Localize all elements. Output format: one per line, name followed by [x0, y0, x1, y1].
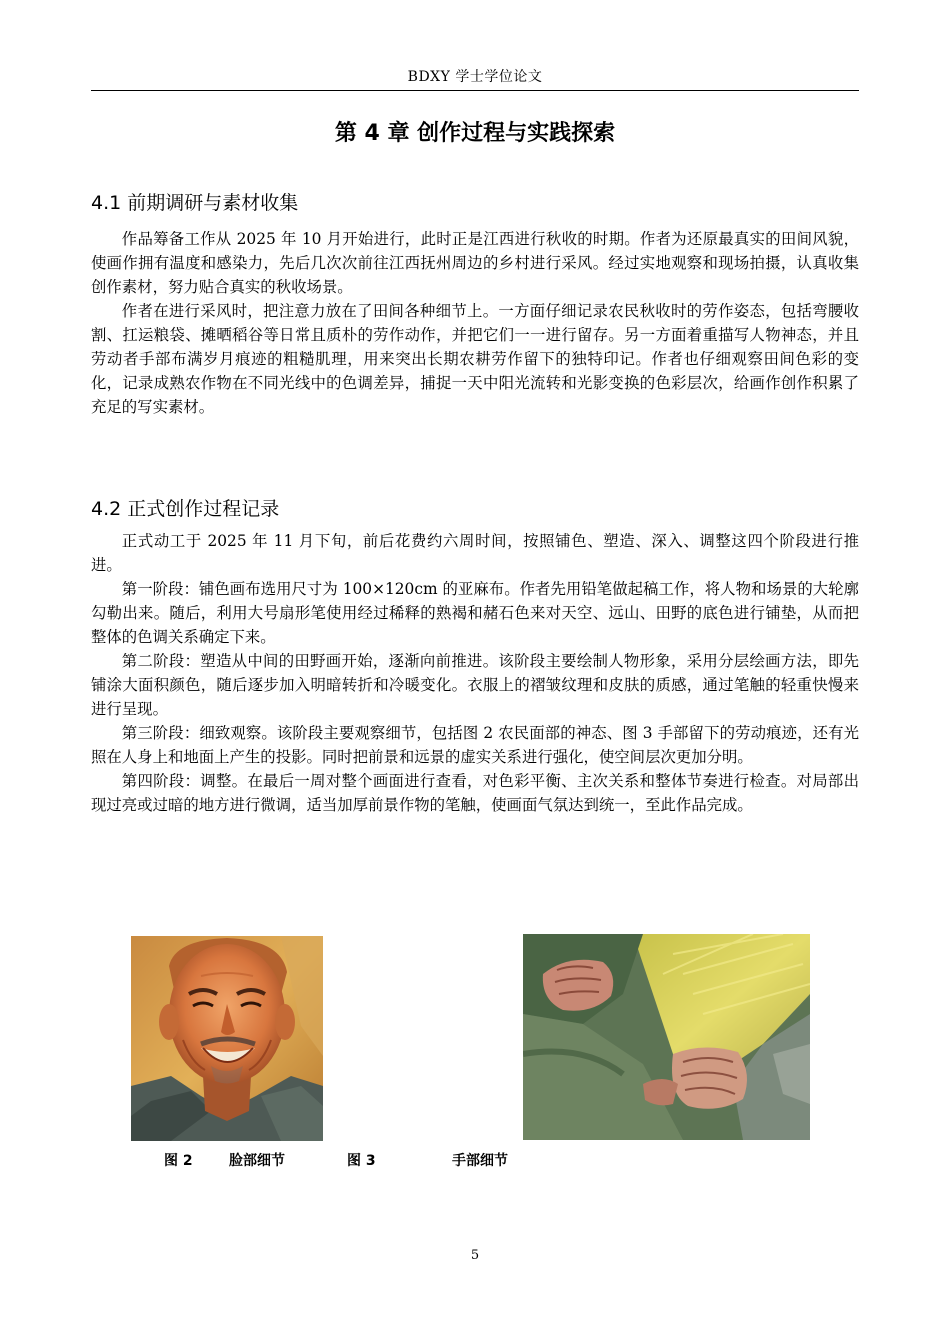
section-4-1-body: [91, 227, 859, 419]
paragraph: 第三阶段：细致观察。该阶段主要观察细节，包括图 2 农民面部的神态、图 3 手部留下的劳动痕迹，还有光照在人身上和地面上产生的投影。同时把前景和远景的虚实关系进行强化，使空间层次更加分明。: [91, 724, 859, 766]
face-detail-painting: [131, 936, 323, 1141]
hands-detail-painting: [523, 934, 810, 1140]
chapter-title: 第 4 章 创作过程与实践探索: [334, 121, 616, 146]
section-heading-4-2: 4.2 正式创作过程记录: [91, 498, 280, 520]
figure-2-caption: 脸部细节: [229, 1153, 285, 1169]
paragraph: 第四阶段：调整。在最后一周对整个画面进行查看，对色彩平衡、主次关系和整体节奏进行检查。对局部出现过亮或过暗的地方进行微调，适当加厚前景作物的笔触，使画面气氛达到统一，至此作品完成。: [91, 772, 859, 814]
header-rule: [91, 90, 859, 91]
paragraph: 作者在进行采风时，把注意力放在了田间各种细节上。一方面仔细记录农民秋收时的劳作姿态，包括弯腰收割、扛运粮袋、摊晒稻谷等日常且质朴的劳作动作，并把它们一一进行留存。另一方面着重描写人物神态，并且劳动者手部布满岁月痕迹的粗糙肌理，用来突出长期农耕劳作留下的独特印记。作者也仔细观察田间色彩的变化，记录成熟农作物在不同光线中的色调差异，捕捉一天中阳光流转和光影变换的色彩层次，给画作创作积累了充足的写实素材。: [91, 302, 859, 416]
figure-3-caption: 手部细节: [452, 1153, 508, 1169]
running-header: BDXY 学士学位论文: [407, 69, 543, 85]
paragraph: 正式动工于 2025 年 11 月下旬，前后花费约六周时间，按照铺色、塑造、深入、调整这四个阶段进行推进。: [91, 532, 859, 574]
paragraph: 第二阶段：塑造从中间的田野画开始，逐渐向前推进。该阶段主要绘制人物形象，采用分层绘画方法，即先铺涂大面积颜色，随后逐步加入明暗转折和冷暖变化。衣服上的褶皱纹理和皮肤的质感，通过笔触的轻重快慢来进行呈现。: [91, 652, 859, 718]
section-heading-4-1: 4.1 前期调研与素材收集: [91, 192, 299, 214]
figure-3-number: 图 3: [347, 1153, 376, 1169]
paragraph: 作品筹备工作从 2025 年 10 月开始进行，此时正是江西进行秋收的时期。作者为还原最真实的田间风貌，使画作拥有温度和感染力，先后几次次前往江西抚州周边的乡村进行采风。经过实地观察和现场拍摄，认真收集创作素材，努力贴合真实的秋收场景。: [91, 230, 859, 296]
section-4-2-body: [91, 529, 859, 817]
figure-2-number: 图 2: [164, 1153, 193, 1169]
paragraph: 第一阶段：铺色画布选用尺寸为 100×120cm 的亚麻布。作者先用铅笔做起稿工作，将人物和场景的大轮廓勾勒出来。随后，利用大号扇形笔使用经过稀释的熟褐和赭石色来对天空、远山、田野的底色进行铺垫，从而把整体的色调关系确定下来。: [91, 580, 859, 646]
page-number: 5: [470, 1248, 480, 1263]
